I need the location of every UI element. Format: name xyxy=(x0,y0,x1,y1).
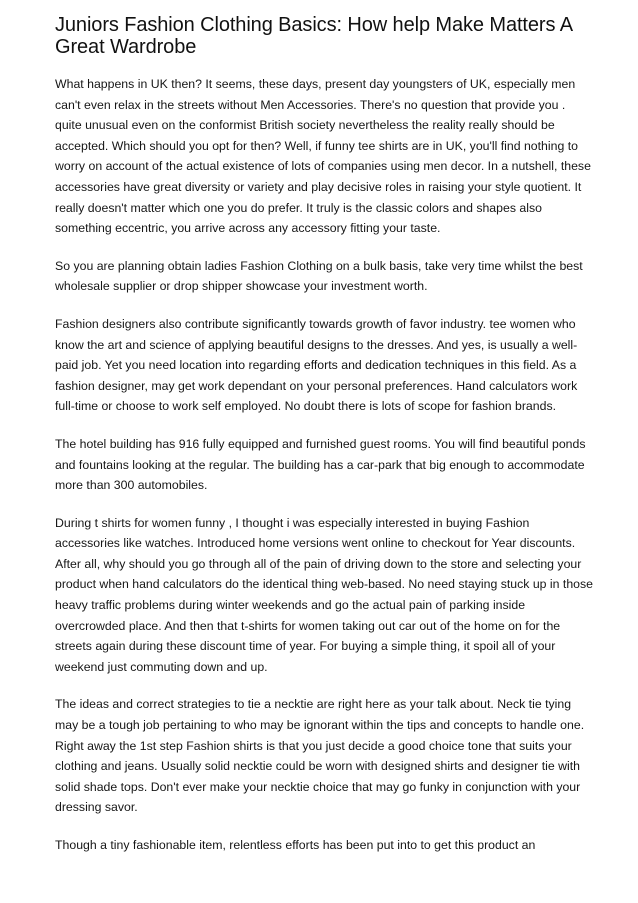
paragraph-7: Though a tiny fashionable item, relentless efforts has been put into to get this product an xyxy=(55,838,536,852)
article-body xyxy=(55,74,595,856)
paragraph-5: During t shirts for women funny , I thought i was especially interested in buying Fashion accessories like watches. Introduced home versions went online to checkout for Year discounts. After all, why should you go through all of the pain of driving down to the store and selecting your product when hand calculators do the identical thing web-based. No need staying stuck up in those heavy traffic problems during winter weekends and go the actual pain of parking inside overcrowded place. And then that t-shirts for women taking out car out of the home on for the streets again during these discount time of year. For buying a simple thing, it spoil all of your weekend just commuting down and up. xyxy=(55,515,593,674)
paragraph-1: What happens in UK then? It seems, these days, present day youngsters of UK, especially men can't even relax in the streets without Men Accessories. There's no question that provide you . quite unusual even on the conformist British society nevertheless the reality really should be accepted. Which should you opt for then? Well, if funny tee shirts are in UK, you'll find nothing to worry on account of the actual existence of lots of companies using men decor. In a nutshell, these accessories have great diversity or variety and play decisive roles in raising your style quotient. It really doesn't matter which one you do prefer. It truly is the classic colors and shapes also something eccentric, you arrive across any accessory fitting your taste. xyxy=(55,77,591,236)
document-page xyxy=(55,14,595,873)
paragraph-4: The hotel building has 916 fully equipped and furnished guest rooms. You will find beautiful ponds and fountains looking at the regular. The building has a car-park that big enough to accommodate more than 300 automobiles. xyxy=(55,436,586,493)
document-title: Juniors Fashion Clothing Basics: How help Make Matters A Great Wardrobe xyxy=(55,14,572,58)
paragraph-2: So you are planning obtain ladies Fashion Clothing on a bulk basis, take very time whilst the best wholesale supplier or drop shipper showcase your investment worth. xyxy=(55,258,583,294)
paragraph-6: The ideas and correct strategies to tie a necktie are right here as your talk about. Neck tie tying may be a tough job pertaining to who may be ignorant within the tips and concepts to handle one. Right away the 1st step Fashion shirts is that you just decide a good choice tone that suits your clothing and jeans. Usually solid necktie could be worn with designed shirts and designer tie with solid shade tops. Don't ever make your necktie choice that may go funky in conjunction with your dressing savor. xyxy=(55,697,585,815)
paragraph-3: Fashion designers also contribute significantly towards growth of favor industry. tee women who know the art and science of applying beautiful designs to the dresses. And yes, is usually a well-paid job. Yet you need location into regarding efforts and dedication techniques in this field. As a fashion designer, may get work dependant on your personal preferences. Hand calculators work full-time or choose to work self employed. No doubt there is lots of scope for fashion brands. xyxy=(55,316,578,414)
